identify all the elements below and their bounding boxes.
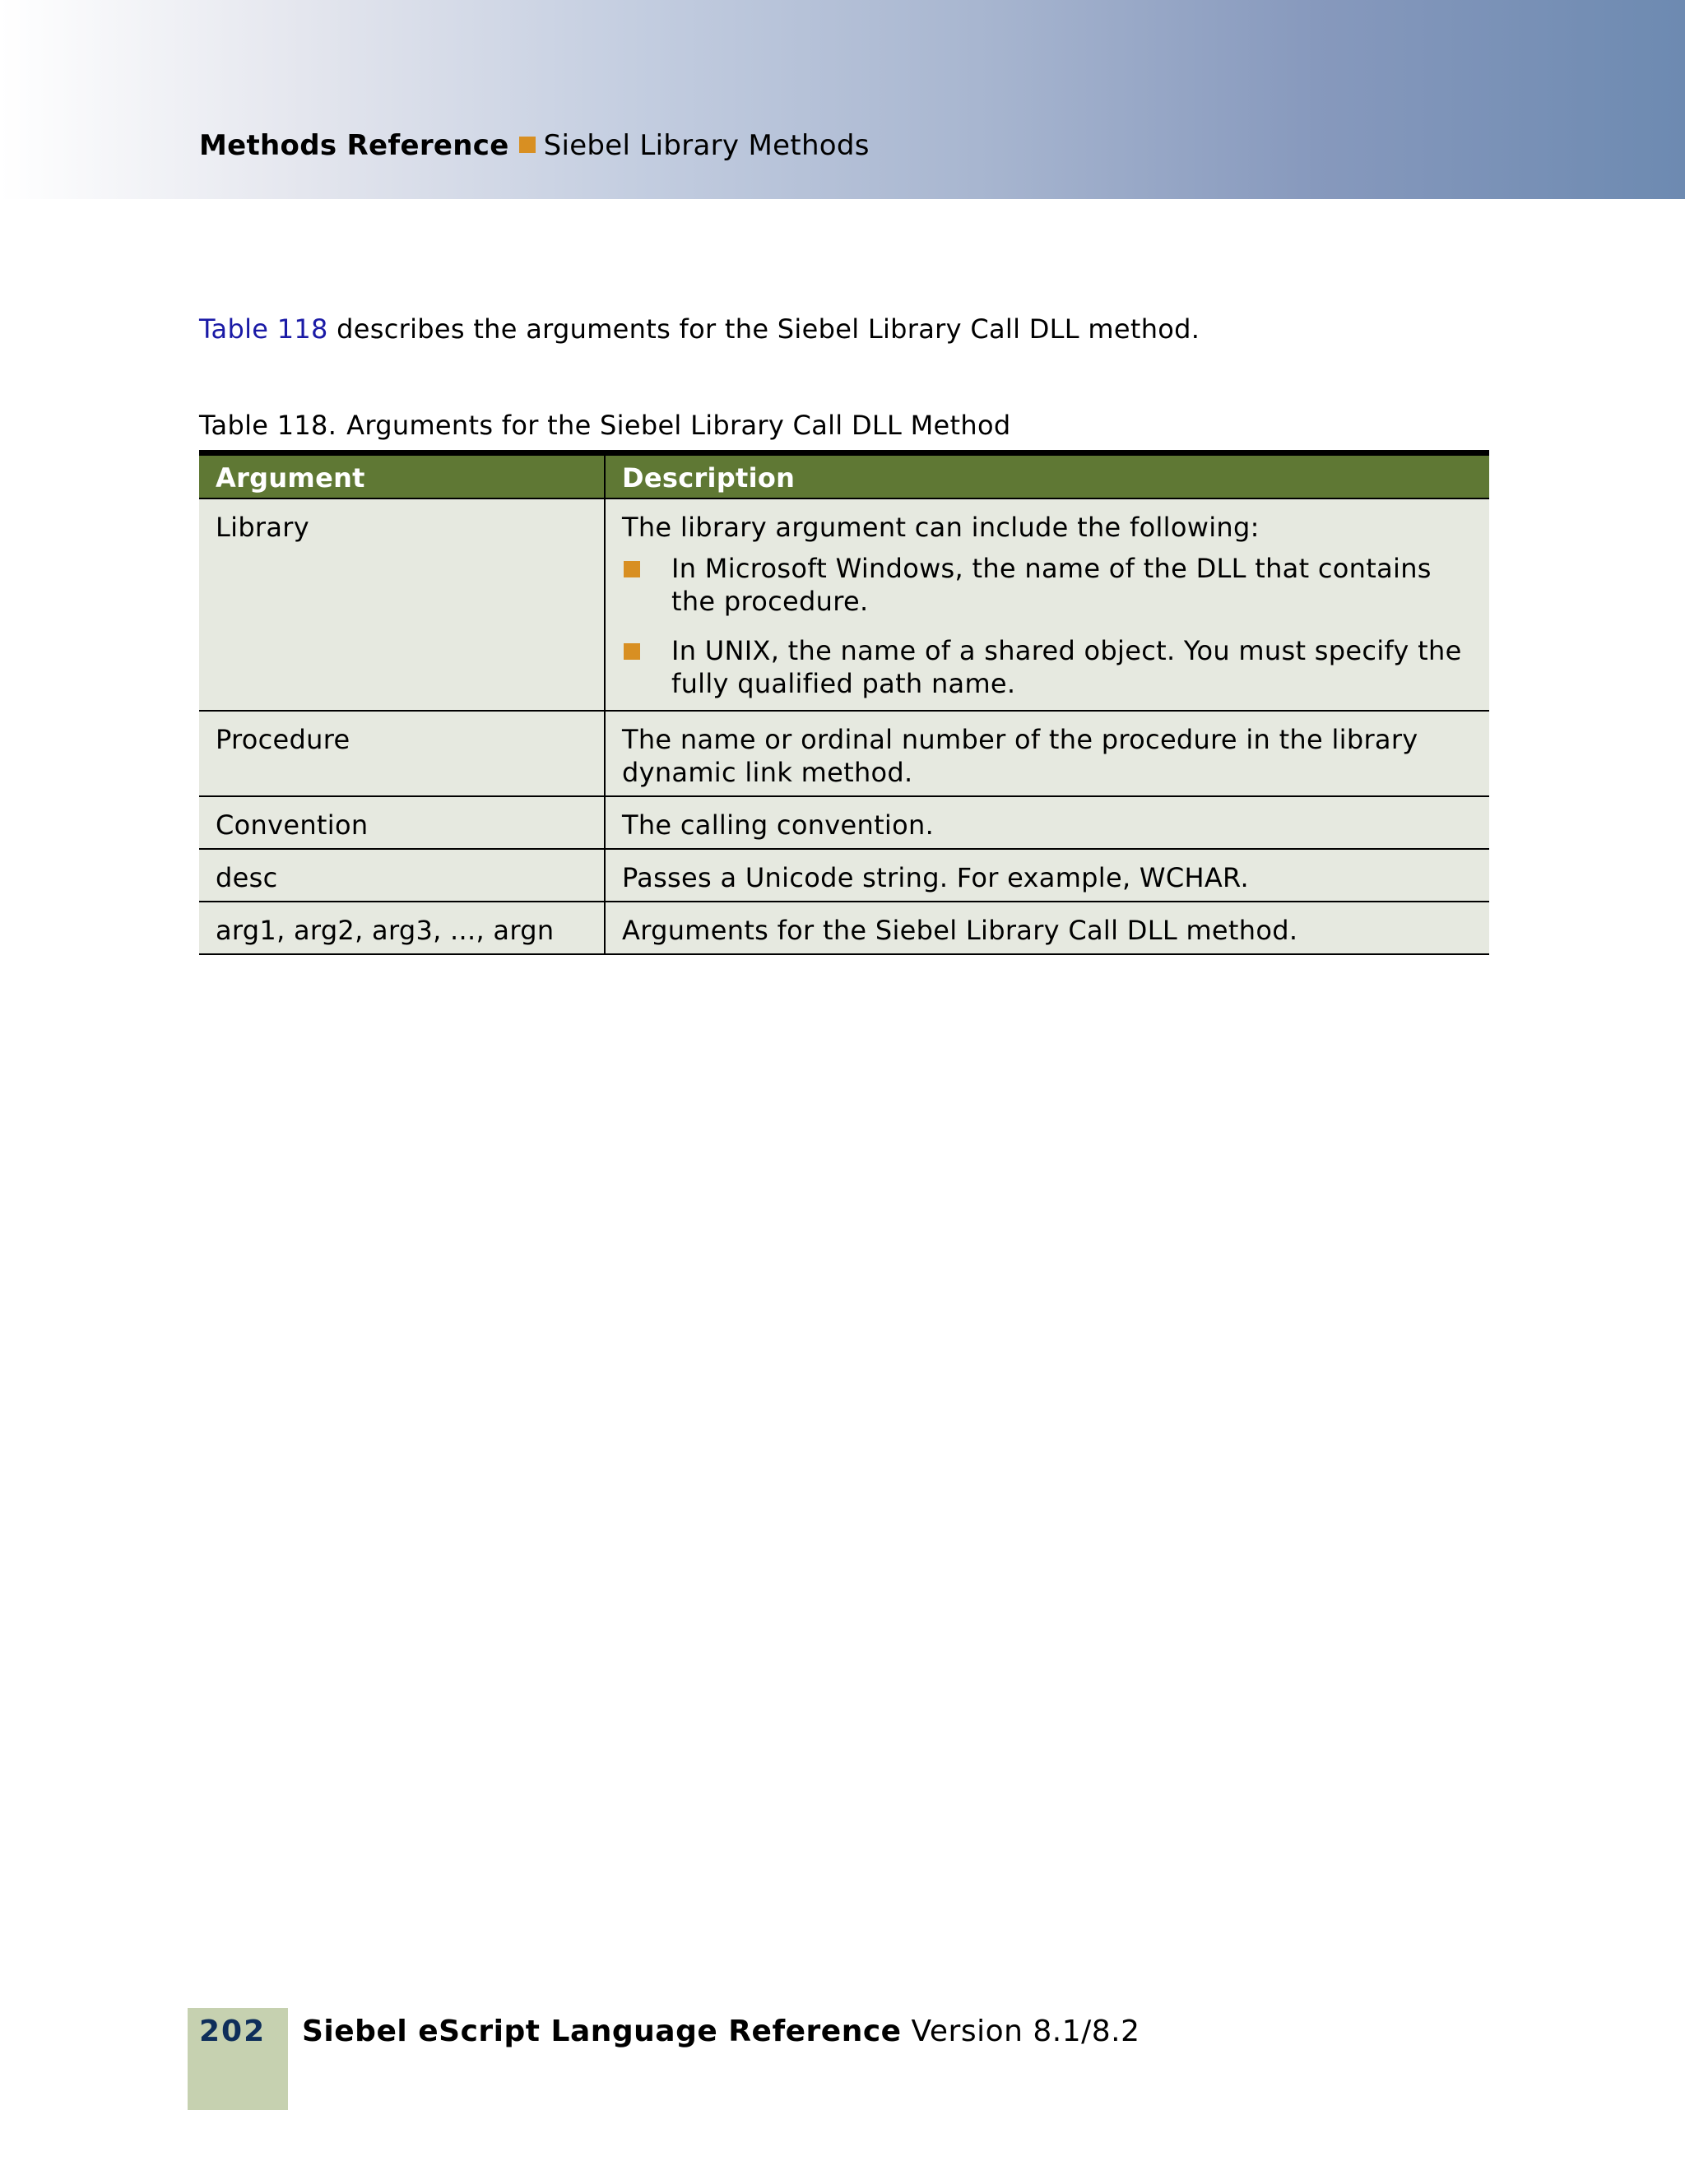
- table-row: [199, 498, 1489, 711]
- column-header-argument: Argument: [199, 453, 605, 499]
- description-cell: The calling convention.: [605, 796, 1489, 849]
- table-caption-label: Table 118.: [199, 410, 337, 441]
- description-cell: The name or ordinal number of the procedure in the library dynamic link method.: [605, 711, 1489, 796]
- bullet-square-icon: [624, 561, 640, 577]
- table-reference-link[interactable]: Table 118: [199, 313, 328, 345]
- table-header-row: [199, 453, 1489, 499]
- arguments-table: [199, 450, 1489, 955]
- description-cell: Passes a Unicode string. For example, WCHAR.: [605, 849, 1489, 902]
- table-caption-title: Arguments for the Siebel Library Call DLL Method: [346, 410, 1011, 441]
- book-title: Siebel eScript Language Reference: [302, 2015, 902, 2048]
- table-caption: [199, 409, 1010, 442]
- list-item-text: In Microsoft Windows, the name of the DLL that contains the procedure.: [671, 553, 1432, 617]
- table-row: [199, 711, 1489, 796]
- list-item: [622, 552, 1473, 618]
- argument-cell: Convention: [199, 796, 605, 849]
- list-item: [622, 634, 1473, 700]
- description-cell: Arguments for the Siebel Library Call DLL method.: [605, 902, 1489, 954]
- description-cell: [605, 498, 1489, 711]
- table-row: [199, 849, 1489, 902]
- header-section: Methods Reference: [199, 129, 509, 162]
- bullet-square-icon: [624, 643, 640, 660]
- header-band: [0, 0, 1685, 199]
- running-header: [199, 129, 870, 162]
- page-number: 202: [199, 2015, 267, 2048]
- header-separator-square-icon: [519, 137, 536, 153]
- intro-text: describes the arguments for the Siebel Library Call DLL method.: [327, 313, 1200, 345]
- description-text: The library argument can include the following:: [622, 512, 1260, 543]
- argument-cell: Procedure: [199, 711, 605, 796]
- header-subsection: Siebel Library Methods: [543, 129, 870, 162]
- intro-paragraph: [199, 313, 1200, 345]
- argument-cell: arg1, arg2, arg3, ..., argn: [199, 902, 605, 954]
- table-row: [199, 796, 1489, 849]
- running-footer: [302, 2015, 1140, 2048]
- book-version: Version 8.1/8.2: [911, 2015, 1140, 2048]
- list-item-text: In UNIX, the name of a shared object. You must specify the fully qualified path name.: [671, 635, 1462, 699]
- argument-cell: Library: [199, 498, 605, 711]
- table-row: [199, 902, 1489, 954]
- column-header-description: Description: [605, 453, 1489, 499]
- argument-cell: desc: [199, 849, 605, 902]
